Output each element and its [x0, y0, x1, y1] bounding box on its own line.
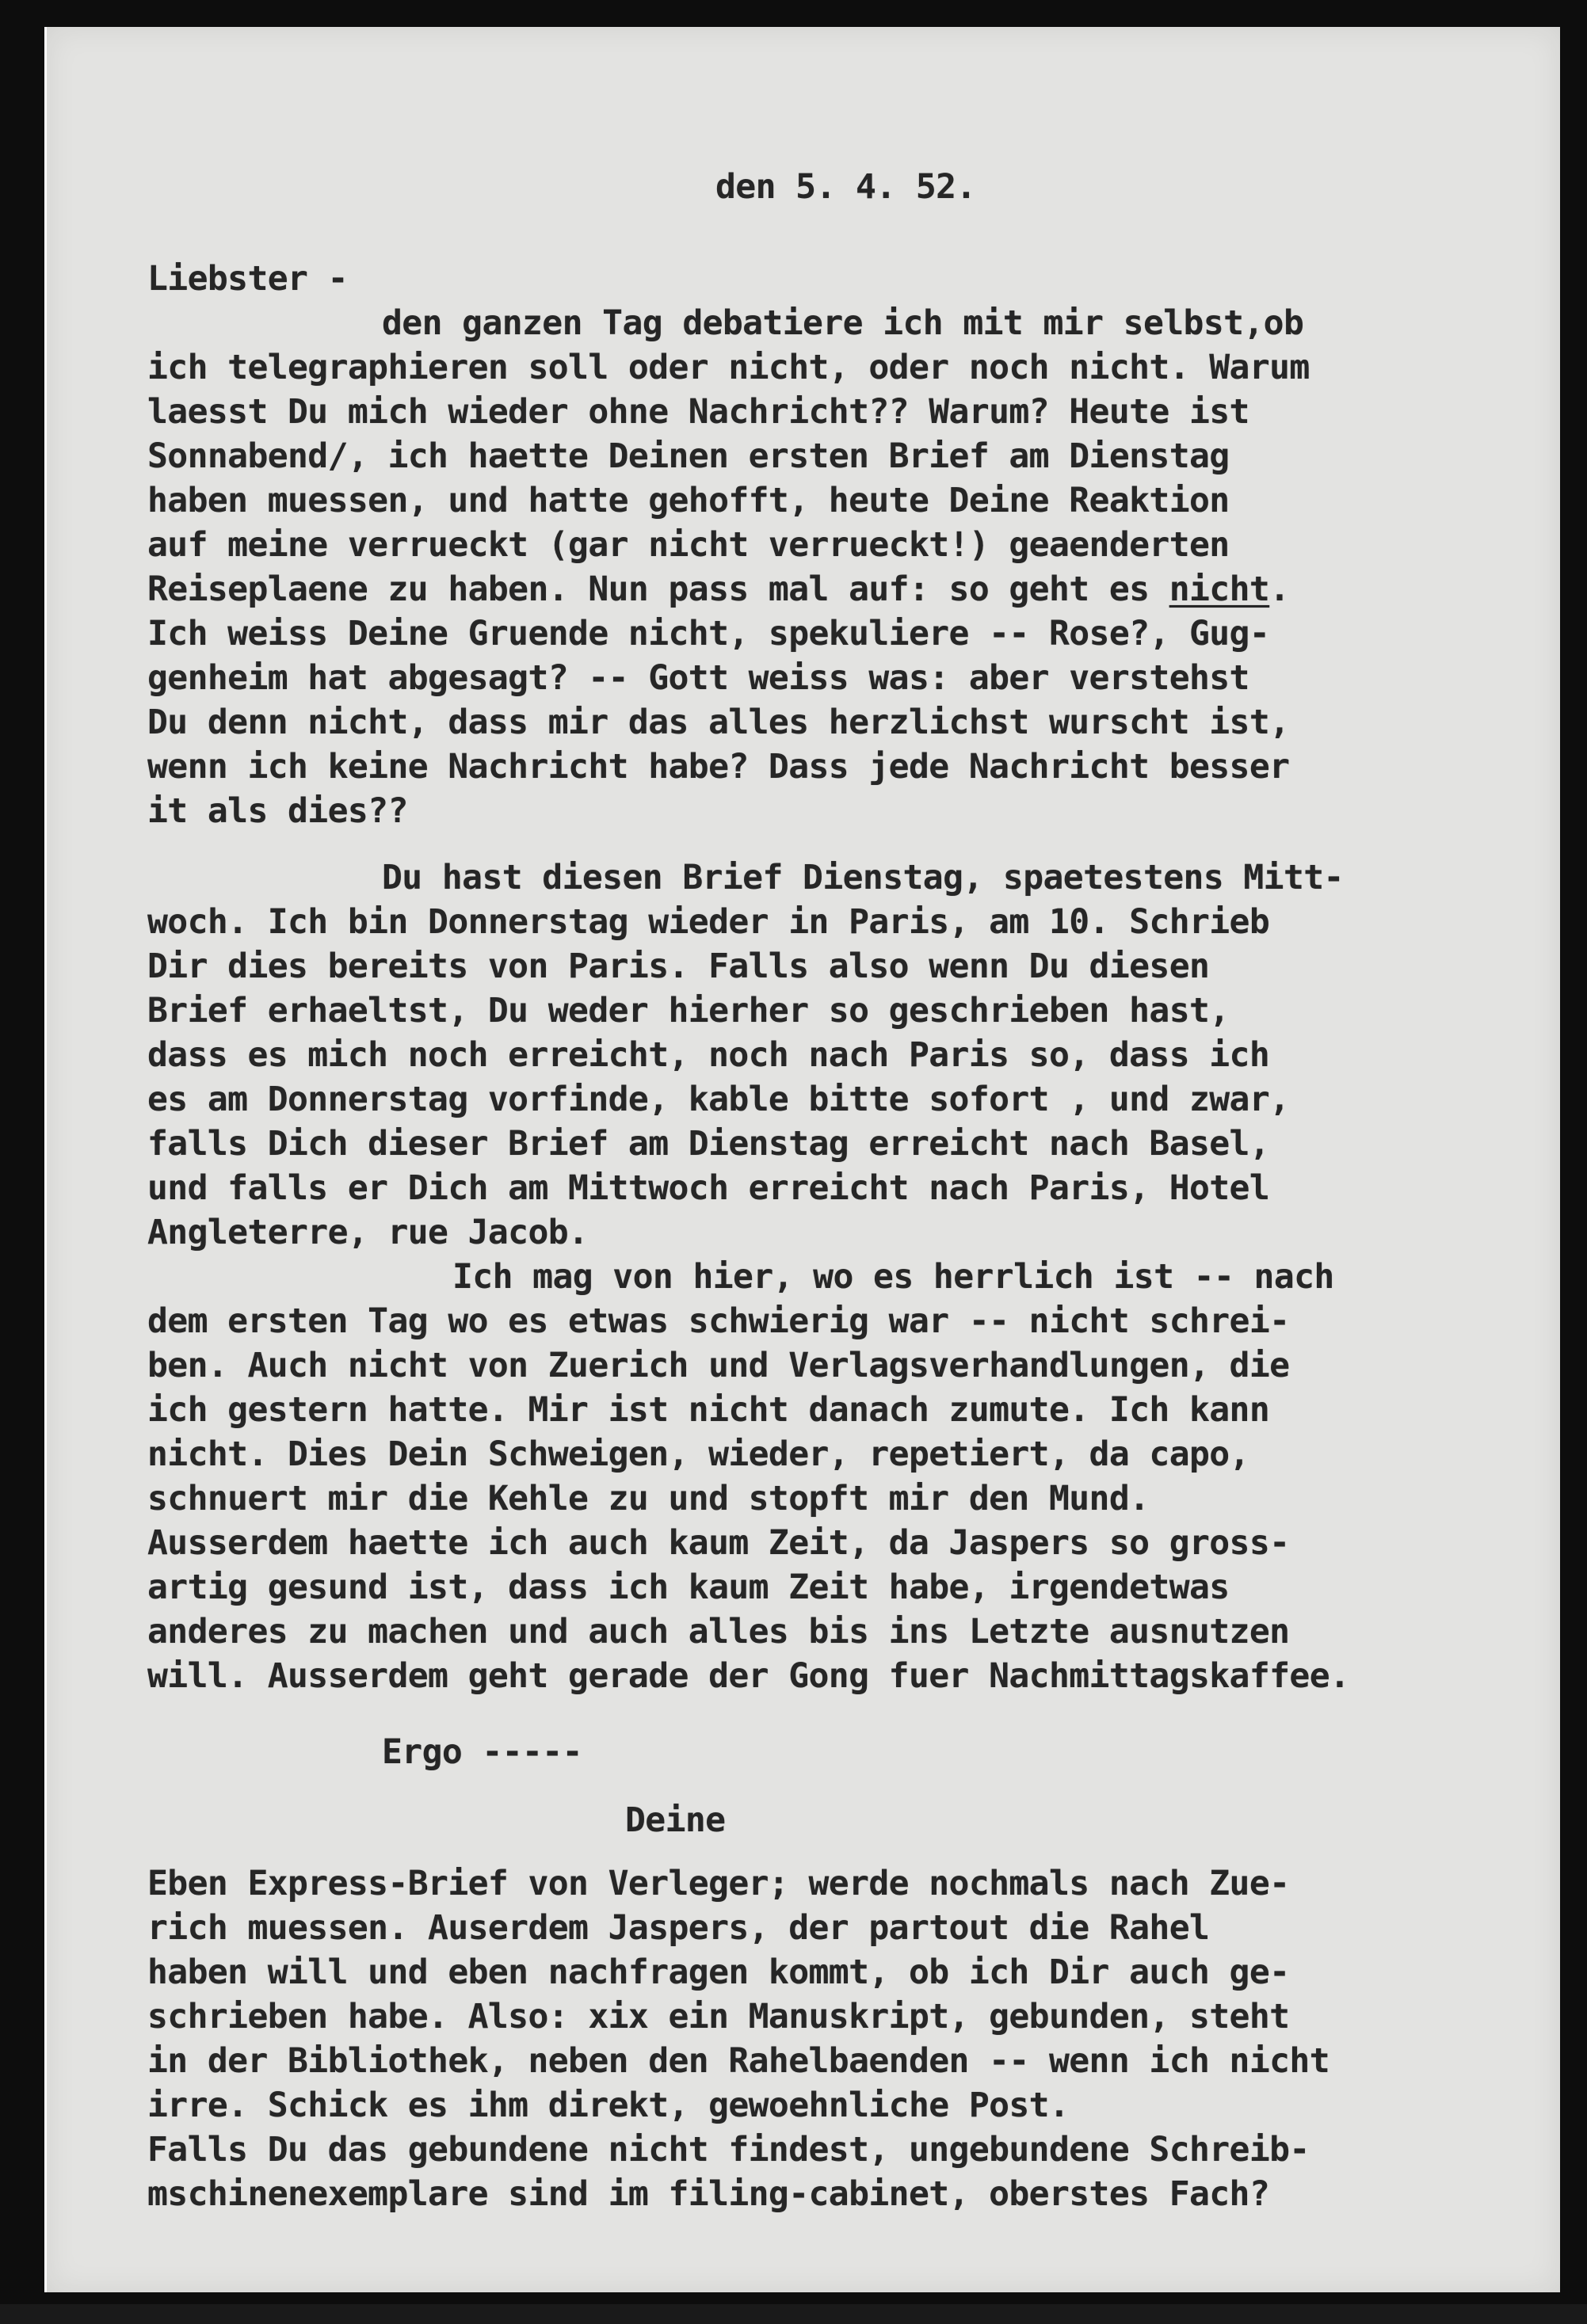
p2-line: woch. Ich bin Donnerstag wieder in Paris, am 10. Schrieb: [147, 902, 1270, 942]
p2-line: Du hast diesen Brief Dienstag, spaetestens Mitt-: [382, 858, 1344, 897]
postscript-line: irre. Schick es ihm direkt, gewoehnliche Post.: [147, 2086, 1070, 2125]
p1-line: den ganzen Tag debatiere ich mit mir selbst,ob: [382, 303, 1304, 343]
p1-line: haben muessen, und hatte gehofft, heute Deine Reaktion: [147, 481, 1230, 520]
p1-line: Ich weiss Deine Gruende nicht, spekuliere -- Rose?, Gug-: [147, 614, 1270, 653]
p1-line: laesst Du mich wieder ohne Nachricht?? Warum? Heute ist: [147, 392, 1249, 432]
postscript-line: Eben Express-Brief von Verleger; werde nochmals nach Zue-: [147, 1864, 1290, 1903]
p1-line: Du denn nicht, dass mir das alles herzlichst wurscht ist,: [147, 703, 1290, 742]
p1-line: Sonnabend/, ich haette Deinen ersten Brief am Dienstag: [147, 436, 1230, 476]
p2-line: Dir dies bereits von Paris. Falls also wenn Du diesen: [147, 947, 1210, 986]
p1-line: wenn ich keine Nachricht habe? Dass jede Nachricht besser: [147, 747, 1290, 787]
period: .: [1269, 570, 1290, 609]
p3-line: anderes zu machen und auch alles bis ins Letzte ausnutzen: [147, 1612, 1290, 1652]
postscript-line: schrieben habe. Also: xix ein Manuskript, gebunden, steht: [147, 1997, 1290, 2036]
p2-line: Brief erhaeltst, Du weder hierher so geschrieben hast,: [147, 991, 1230, 1031]
p3-line: ich gestern hatte. Mir ist nicht danach zumute. Ich kann: [147, 1390, 1270, 1430]
p1-line: auf meine verrueckt (gar nicht verrueckt!) geaenderten: [147, 525, 1230, 565]
p1-line: genheim hat abgesagt? -- Gott weiss was: aber verstehst: [147, 658, 1249, 698]
letter-page: [44, 27, 1560, 2292]
p3-line: Ausserdem haette ich auch kaum Zeit, da Jaspers so gross-: [147, 1523, 1290, 1563]
salutation: Liebster -: [147, 259, 348, 299]
p3-line: artig gesund ist, dass ich kaum Zeit habe, irgendetwas: [147, 1568, 1230, 1607]
p2-line: es am Donnerstag vorfinde, kable bitte sofort , und zwar,: [147, 1080, 1290, 1119]
p1-line: it als dies??: [147, 791, 408, 831]
p2-line: Angleterre, rue Jacob.: [147, 1213, 589, 1252]
letter-date: den 5. 4. 52.: [715, 167, 976, 207]
p2-line: dass es mich noch erreicht, noch nach Paris so, dass ich: [147, 1035, 1270, 1075]
postscript-line: Falls Du das gebundene nicht findest, ungebundene Schreib-: [147, 2130, 1310, 2170]
p3-line: dem ersten Tag wo es etwas schwierig war -- nicht schrei-: [147, 1301, 1290, 1341]
postscript-line: in der Bibliothek, neben den Rahelbaenden -- wenn ich nicht: [147, 2041, 1330, 2081]
p3-line: ben. Auch nicht von Zuerich und Verlagsverhandlungen, die: [147, 1346, 1290, 1385]
letter-body: [47, 27, 1560, 2324]
p1-line-text: Reiseplaene zu haben. Nun pass mal auf: so geht es: [147, 570, 1169, 609]
p2-line: falls Dich dieser Brief am Dienstag erreicht nach Basel,: [147, 1124, 1270, 1164]
p2-line: und falls er Dich am Mittwoch erreicht nach Paris, Hotel: [147, 1168, 1270, 1208]
p3-line: Ich mag von hier, wo es herrlich ist -- nach: [452, 1257, 1334, 1297]
closing: Deine: [625, 1800, 726, 1840]
p3-line: will. Ausserdem geht gerade der Gong fuer Nachmittagskaffee.: [147, 1656, 1350, 1696]
p3-line: schnuert mir die Kehle zu und stopft mir den Mund.: [147, 1479, 1150, 1518]
p1-line-emphasis: [147, 567, 1289, 611]
underlined-word: nicht: [1169, 570, 1270, 609]
postscript-line: mschinenexemplare sind im filing-cabinet, oberstes Fach?: [147, 2174, 1270, 2214]
p3-line: nicht. Dies Dein Schweigen, wieder, repetiert, da capo,: [147, 1434, 1249, 1474]
postscript-line: haben will und eben nachfragen kommt, ob ich Dir auch ge-: [147, 1953, 1290, 1992]
postscript-line: rich muessen. Auserdem Jaspers, der partout die Rahel: [147, 1908, 1210, 1948]
ergo: Ergo -----: [382, 1732, 582, 1772]
p1-line: ich telegraphieren soll oder nicht, oder noch nicht. Warum: [147, 348, 1310, 387]
